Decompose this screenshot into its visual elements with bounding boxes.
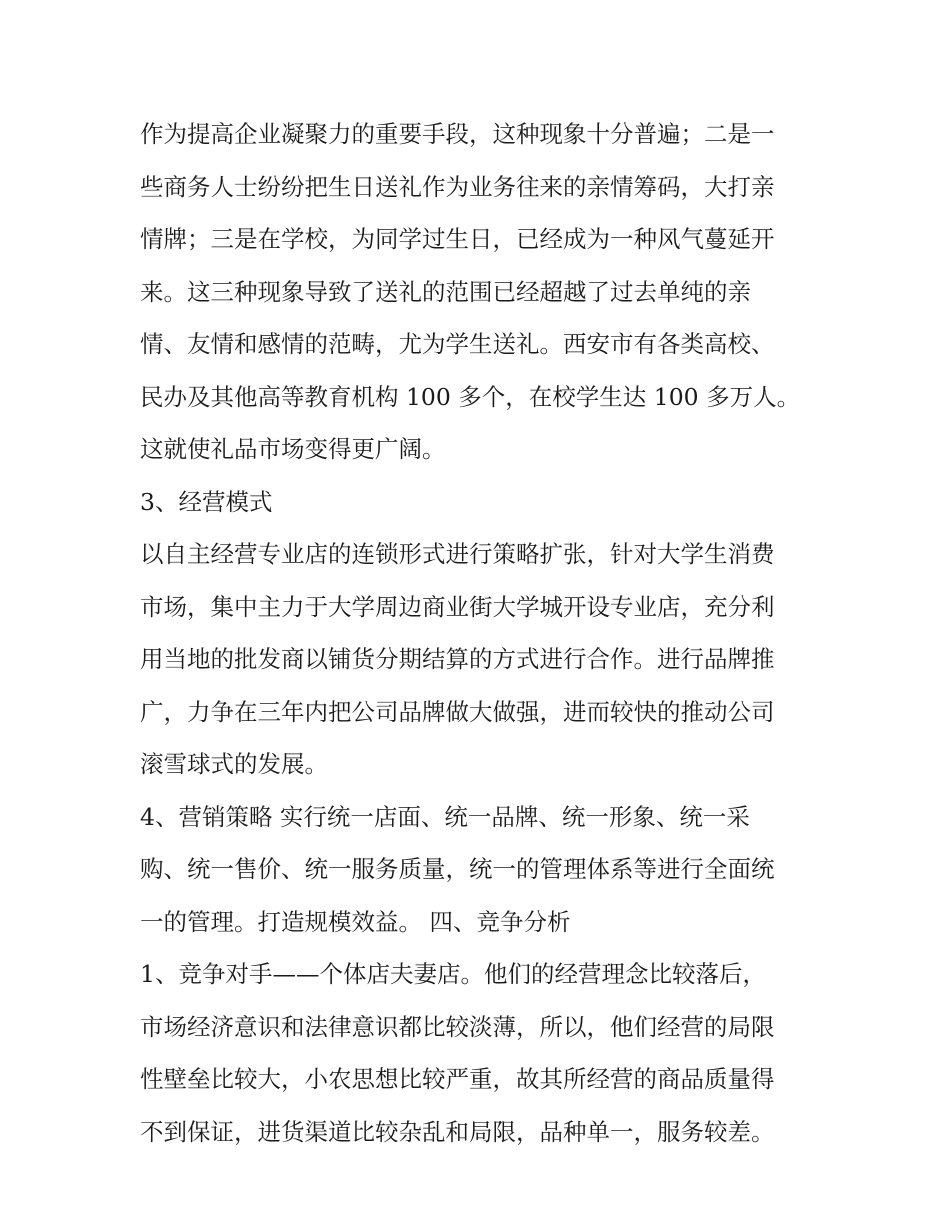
text-line: 4、营销策略 实行统一店面、统一品牌、统一形象、统一采 [140, 802, 750, 831]
text-line: 广，力争在三年内把公司品牌做大做强，进而较快的推动公司 [140, 697, 775, 726]
text-line: 购、统一售价、统一服务质量，统一的管理体系等进行全面统 [140, 855, 775, 883]
text-line: 以自主经营专业店的连锁形式进行策略扩张，针对大学生消费 [140, 540, 775, 568]
text-line: 不到保证，进货渠道比较杂乱和局限，品种单一，服务较差。 [140, 1117, 775, 1146]
text-line: 民办及其他高等教育机构 100 多个，在校学生达 100 多万人。 [140, 382, 801, 411]
text-line: 些商务人士纷纷把生日送礼作为业务往来的亲情筹码，大打亲 [140, 172, 775, 201]
text-line: 用当地的批发商以铺货分期结算的方式进行合作。进行品牌推 [140, 645, 775, 673]
text-line: 情、友情和感情的范畴，尤为学生送礼。西安市有各类高校、 [140, 330, 775, 358]
document-body [140, 108, 820, 1158]
text-line: 作为提高企业凝聚力的重要手段，这种现象十分普遍；二是一 [140, 120, 775, 148]
text-line: 市场经济意识和法律意识都比较淡薄，所以，他们经营的局限 [140, 1012, 775, 1041]
section-heading: 3、经营模式 [140, 487, 273, 516]
text-line: 来。这三种现象导致了送礼的范围已经超越了过去单纯的亲 [140, 277, 751, 306]
text-line: 市场，集中主力于大学周边商业街大学城开设专业店，充分利 [140, 592, 775, 621]
text-line: 情牌；三是在学校，为同学过生日，已经成为一种风气蔓延开 [140, 225, 775, 253]
text-line: 这就使礼品市场变得更广阔。 [140, 435, 446, 463]
text-line: 滚雪球式的发展。 [140, 750, 328, 778]
text-line: 一的管理。打造规模效益。 四、竞争分析 [140, 907, 571, 936]
text-line: 性壁垒比较大，小农思想比较严重，故其所经营的商品质量得 [140, 1065, 775, 1093]
text-line: 1、竞争对手——个体店夫妻店。他们的经营理念比较落后， [140, 960, 766, 988]
